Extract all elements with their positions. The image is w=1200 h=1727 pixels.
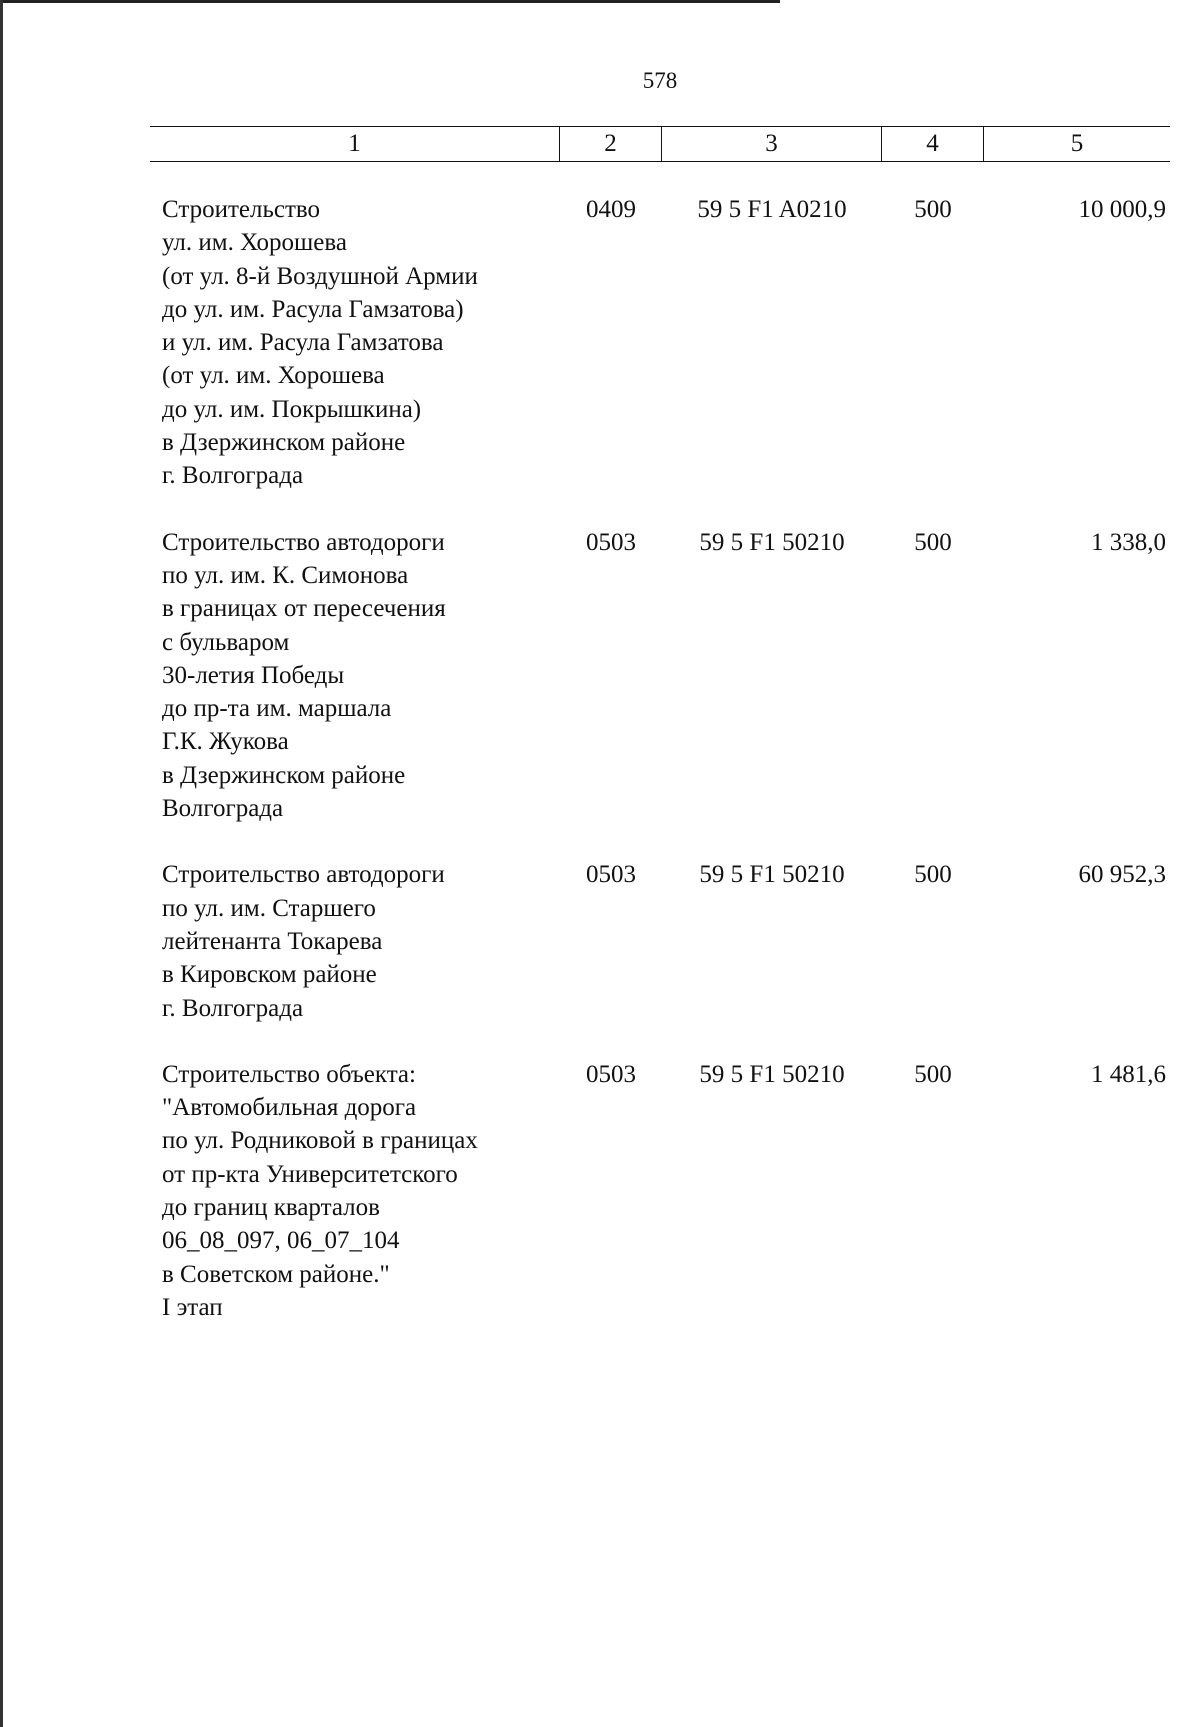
header-col-5: 5 [1070,130,1084,157]
row-name: Строительство объекта: "Автомобильная дорога по ул. Родниковой в границах от пр-кта Университетского до границ кварталов 06_08_097, 06_07_104 в Советском районе." I этап [162,1060,478,1321]
row-name: Строительство ул. им. Хорошева (от ул. 8-й Воздушной Армии до ул. им. Расула Гамзатова) и ул. им. Расула Гамзатова (от ул. им. Хорошева до ул. им. Покрышкина) в Дзержинском районе г. Волгограда [162,196,478,490]
scan-left-edge [0,0,3,1727]
scan-top-edge [0,0,780,3]
row-amount: 1 338,0 [1091,528,1166,556]
row-amount: 60 952,3 [1078,861,1166,889]
table-row [150,526,1170,826]
row-expense-type: 500 [914,528,952,556]
row-target-article: 59 5 F1 50210 [699,861,845,889]
table-body [150,193,1170,1324]
row-name: Строительство автодороги по ул. им. Старшего лейтенанта Токарева в Кировском районе г. Волгограда [162,861,445,1022]
row-section-code: 0503 [586,861,636,889]
row-target-article: 59 5 F1 50210 [699,528,845,556]
row-expense-type: 500 [914,1060,952,1088]
page-number: 578 [642,68,678,93]
table-row [150,858,1170,1024]
row-amount: 10 000,9 [1078,196,1166,223]
table-row [150,193,1170,493]
row-target-article: 59 5 F1 50210 [699,1060,845,1088]
row-expense-type: 500 [914,196,952,223]
row-name: Строительство автодороги по ул. им. К. Симонова в границах от пересечения с бульваром 30-летия Победы до пр-та им. маршала Г.К. Жукова в Дзержинском районе Волгограда [162,528,446,823]
header-col-1: 1 [150,127,560,161]
row-expense-type: 500 [914,861,952,889]
header-col-2: 2 [560,127,662,161]
table-header [150,126,1170,162]
row-section-code: 0503 [586,528,636,556]
row-amount: 1 481,6 [1091,1060,1166,1088]
header-col-4: 4 [882,127,984,161]
table-row [150,1058,1170,1324]
header-col-3: 3 [662,127,882,161]
row-section-code: 0503 [586,1060,636,1088]
row-section-code: 0409 [586,196,636,223]
row-target-article: 59 5 F1 A0210 [697,196,847,223]
